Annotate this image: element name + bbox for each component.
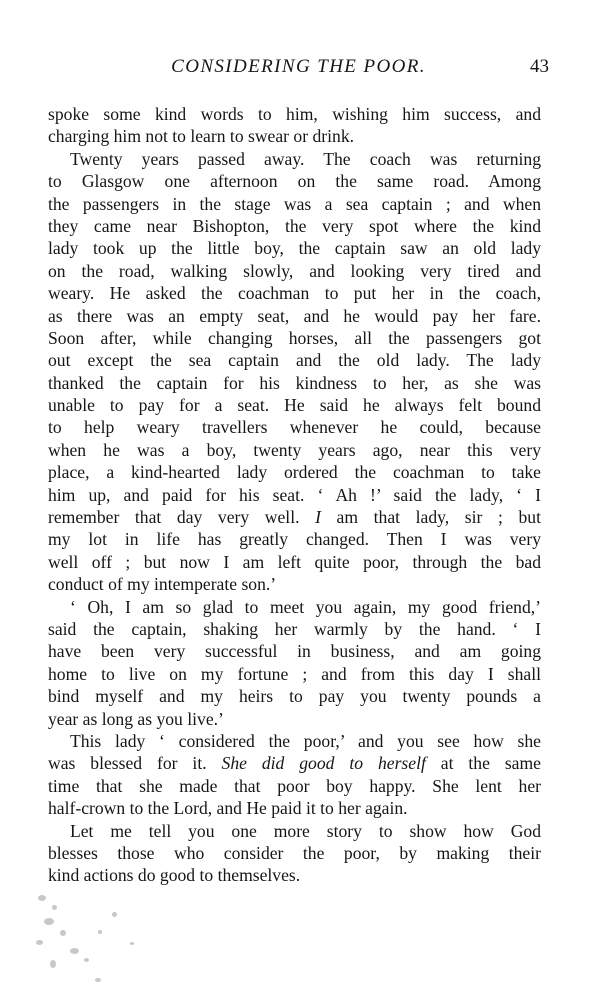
text-line: blesses those who consider the poor, by making their <box>48 842 541 863</box>
text-line: have been very successful in business, and am going <box>48 641 541 662</box>
text-line: to help weary travellers whenever he could, because <box>48 417 541 438</box>
text-line: lady took up the little boy, the captain saw an old lady <box>48 238 541 259</box>
text-line: they came near Bishopton, the very spot where the kind <box>48 215 541 236</box>
text-line: Twenty years passed away. The coach was returning <box>70 148 541 169</box>
text-line: time that she made that poor boy happy. She lent her <box>48 775 541 796</box>
text-line: was blessed for it. She did good to herself at the same <box>48 753 541 774</box>
text-line: well off ; but now I am left quite poor, through the bad <box>48 551 541 572</box>
italic-phrase: I <box>315 507 321 528</box>
text-line: unable to pay for a seat. He said he always felt bound <box>48 395 541 416</box>
italic-phrase: She did good to herself <box>221 753 426 774</box>
text-line: Let me tell you one more story to show how God <box>70 820 541 841</box>
text-line: him up, and paid for his seat. ‘ Ah !’ said the lady, ‘ I <box>48 484 541 505</box>
text-line: the passengers in the stage was a sea captain ; and when <box>48 193 541 214</box>
text-line: said the captain, shaking her warmly by the hand. ‘ I <box>48 618 541 639</box>
page-header <box>48 52 549 82</box>
text-line: conduct of my intemperate son.’ <box>48 574 277 595</box>
text-line: as there was an empty seat, and he would pay her fare. <box>48 305 541 326</box>
text-line: year as long as you live.’ <box>48 708 224 729</box>
text-line: charging him not to learn to swear or drink. <box>48 126 355 147</box>
text-line: This lady ‘ considered the poor,’ and you see how she <box>70 730 541 751</box>
text-line: half-crown to the Lord, and He paid it to her again. <box>48 798 408 819</box>
text-line: my lot in life has greatly changed. Then I was very <box>48 529 541 550</box>
text-line: weary. He asked the coachman to put her in the coach, <box>48 283 541 304</box>
text-line: remember that day very well. I am that lady, sir ; but <box>48 507 541 528</box>
text-line: place, a kind-hearted lady ordered the coachman to take <box>48 462 541 483</box>
running-head: CONSIDERING THE POOR. <box>171 56 426 77</box>
text-line: bind myself and my heirs to pay you twenty pounds a <box>48 686 541 707</box>
text-line: when he was a boy, twenty years ago, near this very <box>48 439 541 460</box>
text-line: thanked the captain for his kindness to her, as she was <box>48 372 541 393</box>
text-line: kind actions do good to themselves. <box>48 865 301 886</box>
text-line: ‘ Oh, I am so glad to meet you again, my good friend,’ <box>70 596 541 617</box>
text-line: spoke some kind words to him, wishing him success, and <box>48 104 541 124</box>
body-text <box>48 103 541 887</box>
text-line: on the road, walking slowly, and looking very tired and <box>48 260 541 281</box>
text-line: out except the sea captain and the old lady. The lady <box>48 350 541 371</box>
text-line: Soon after, while changing horses, all the passengers got <box>48 327 541 348</box>
text-line: home to live on my fortune ; and from this day I shall <box>48 663 541 684</box>
text-line: to Glasgow one afternoon on the same road. Among <box>48 171 541 192</box>
page-number: 43 <box>530 56 549 77</box>
